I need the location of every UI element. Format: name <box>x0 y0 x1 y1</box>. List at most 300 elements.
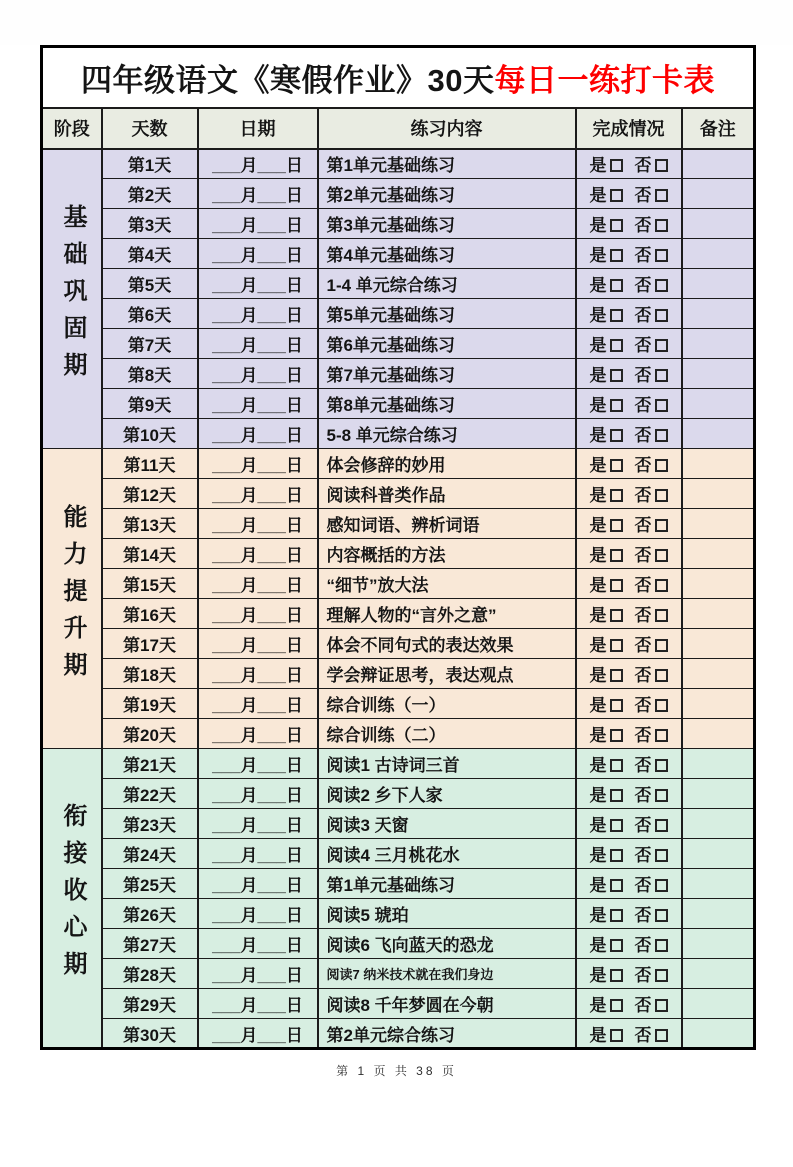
yes-checkbox[interactable] <box>610 219 623 232</box>
no-label: 否 <box>634 1025 652 1045</box>
no-checkbox[interactable] <box>655 519 668 532</box>
date-blank-line: ___ <box>212 996 241 1015</box>
date-month-label: 月 <box>240 636 258 655</box>
yes-option <box>590 751 623 776</box>
table-row <box>42 299 755 329</box>
yes-label: 是 <box>589 666 607 685</box>
title-red: 每日一练打卡表 <box>494 62 716 98</box>
yes-checkbox[interactable] <box>610 969 623 982</box>
note-cell <box>682 1019 755 1049</box>
no-option <box>635 421 668 446</box>
table-body <box>42 47 755 1049</box>
table-row <box>42 359 755 389</box>
date-day-label: 日 <box>285 696 303 715</box>
date-month-label: 月 <box>240 276 258 295</box>
date-cell <box>198 329 318 359</box>
yes-option <box>590 271 623 296</box>
no-label: 否 <box>634 936 652 955</box>
table-row <box>42 809 755 839</box>
no-label: 否 <box>634 366 652 385</box>
date-blank-line: ___ <box>257 636 286 655</box>
title-black: 四年级语文《寒假作业》30天 <box>81 62 495 98</box>
content-cell: 第7单元基础练习 <box>318 359 576 389</box>
table-row <box>42 539 755 569</box>
date-blank-line: ___ <box>212 936 241 955</box>
no-checkbox[interactable] <box>655 639 668 652</box>
no-label: 否 <box>634 186 652 205</box>
no-label: 否 <box>634 906 652 925</box>
note-cell <box>682 989 755 1019</box>
day-cell: 第1天 <box>102 149 198 179</box>
no-label: 否 <box>634 456 652 475</box>
date-blank-line: ___ <box>212 186 241 205</box>
day-cell: 第28天 <box>102 959 198 989</box>
yes-option <box>590 631 623 656</box>
no-label: 否 <box>634 816 652 835</box>
no-label: 否 <box>634 666 652 685</box>
yes-option <box>590 361 623 386</box>
table-row <box>42 599 755 629</box>
note-cell <box>682 329 755 359</box>
date-day-label: 日 <box>285 366 303 385</box>
date-cell <box>198 479 318 509</box>
content-cell: 内容概括的方法 <box>318 539 576 569</box>
completion-cell <box>576 479 682 509</box>
table-row <box>42 149 755 179</box>
no-checkbox[interactable] <box>655 939 668 952</box>
day-cell: 第30天 <box>102 1019 198 1049</box>
yes-checkbox[interactable] <box>610 429 623 442</box>
no-checkbox[interactable] <box>655 369 668 382</box>
yes-checkbox[interactable] <box>610 399 623 412</box>
no-option <box>635 151 668 176</box>
day-cell: 第24天 <box>102 839 198 869</box>
date-blank-line: ___ <box>257 876 286 895</box>
date-cell <box>198 269 318 299</box>
date-day-label: 日 <box>285 636 303 655</box>
table-row <box>42 389 755 419</box>
no-option <box>635 481 668 506</box>
content-cell: 感知词语、辨析词语 <box>318 509 576 539</box>
note-cell <box>682 749 755 779</box>
content-cell: 阅读科普类作品 <box>318 479 576 509</box>
date-blank-line: ___ <box>212 966 241 985</box>
content-cell: 阅读4 三月桃花水 <box>318 839 576 869</box>
date-day-label: 日 <box>285 276 303 295</box>
yes-option <box>590 991 623 1016</box>
no-checkbox[interactable] <box>655 999 668 1012</box>
no-label: 否 <box>634 546 652 565</box>
day-cell: 第20天 <box>102 719 198 749</box>
note-cell <box>682 779 755 809</box>
yes-label: 是 <box>589 816 607 835</box>
no-option <box>635 601 668 626</box>
completion-cell <box>576 569 682 599</box>
date-blank-line: ___ <box>212 546 241 565</box>
yes-checkbox[interactable] <box>610 519 623 532</box>
yes-label: 是 <box>589 1025 607 1045</box>
day-cell: 第23天 <box>102 809 198 839</box>
page-number: 第 1 页 共 38 页 <box>336 1064 457 1078</box>
yes-checkbox[interactable] <box>610 759 623 772</box>
date-cell <box>198 209 318 239</box>
date-blank-line: ___ <box>257 276 286 295</box>
no-checkbox[interactable] <box>655 339 668 352</box>
no-checkbox[interactable] <box>655 669 668 682</box>
date-blank-line: ___ <box>212 876 241 895</box>
checkin-table <box>40 45 756 1050</box>
date-cell <box>198 779 318 809</box>
yes-checkbox[interactable] <box>610 279 623 292</box>
yes-option <box>590 601 623 626</box>
no-label: 否 <box>634 966 652 985</box>
yes-checkbox[interactable] <box>610 1029 623 1042</box>
no-checkbox[interactable] <box>655 249 668 262</box>
no-checkbox[interactable] <box>655 729 668 742</box>
date-blank-line: ___ <box>257 996 286 1015</box>
date-blank-line: ___ <box>257 396 286 415</box>
no-checkbox[interactable] <box>655 579 668 592</box>
note-cell <box>682 929 755 959</box>
no-label: 否 <box>634 306 652 325</box>
date-cell <box>198 509 318 539</box>
date-day-label: 日 <box>285 216 303 235</box>
date-day-label: 日 <box>285 456 303 475</box>
completion-cell <box>576 359 682 389</box>
yes-checkbox[interactable] <box>610 669 623 682</box>
no-checkbox[interactable] <box>655 549 668 562</box>
date-blank-line: ___ <box>212 216 241 235</box>
note-cell <box>682 839 755 869</box>
content-cell: 第2单元综合练习 <box>318 1019 576 1049</box>
table-row <box>42 659 755 689</box>
yes-option <box>590 511 623 536</box>
no-checkbox[interactable] <box>655 1029 668 1042</box>
date-month-label: 月 <box>240 186 258 205</box>
date-blank-line: ___ <box>212 906 241 925</box>
date-blank-line: ___ <box>257 606 286 625</box>
date-cell <box>198 149 318 179</box>
no-checkbox[interactable] <box>655 279 668 292</box>
date-blank-line: ___ <box>212 1025 241 1045</box>
content-cell: 理解人物的“言外之意” <box>318 599 576 629</box>
no-checkbox[interactable] <box>655 399 668 412</box>
no-option <box>635 1021 668 1046</box>
note-cell <box>682 809 755 839</box>
date-cell <box>198 989 318 1019</box>
yes-checkbox[interactable] <box>610 549 623 562</box>
date-cell <box>198 719 318 749</box>
note-cell <box>682 629 755 659</box>
completion-cell <box>576 509 682 539</box>
yes-label: 是 <box>589 546 607 565</box>
completion-cell <box>576 329 682 359</box>
col-header-content: 练习内容 <box>318 108 576 149</box>
table-row <box>42 839 755 869</box>
yes-checkbox[interactable] <box>610 999 623 1012</box>
day-cell: 第29天 <box>102 989 198 1019</box>
yes-label: 是 <box>589 756 607 775</box>
date-month-label: 月 <box>240 156 258 176</box>
no-option <box>635 811 668 836</box>
date-month-label: 月 <box>240 756 258 775</box>
note-cell <box>682 389 755 419</box>
no-checkbox[interactable] <box>655 489 668 502</box>
date-blank-line: ___ <box>257 546 286 565</box>
stage-label: 基础巩固期 <box>58 203 86 389</box>
yes-option <box>590 841 623 866</box>
no-checkbox[interactable] <box>655 159 668 172</box>
title-row <box>42 47 755 108</box>
no-checkbox[interactable] <box>655 969 668 982</box>
yes-label: 是 <box>589 456 607 475</box>
date-cell <box>198 179 318 209</box>
yes-checkbox[interactable] <box>610 489 623 502</box>
yes-checkbox[interactable] <box>610 459 623 472</box>
no-checkbox[interactable] <box>655 219 668 232</box>
date-day-label: 日 <box>285 426 303 445</box>
date-day-label: 日 <box>285 906 303 925</box>
no-option <box>635 751 668 776</box>
no-label: 否 <box>634 996 652 1015</box>
date-blank-line: ___ <box>257 216 286 235</box>
date-month-label: 月 <box>240 216 258 235</box>
yes-checkbox[interactable] <box>610 909 623 922</box>
day-cell: 第11天 <box>102 449 198 479</box>
date-day-label: 日 <box>285 846 303 865</box>
date-day-label: 日 <box>285 786 303 805</box>
yes-checkbox[interactable] <box>610 639 623 652</box>
no-checkbox[interactable] <box>655 429 668 442</box>
yes-option <box>590 781 623 806</box>
no-checkbox[interactable] <box>655 879 668 892</box>
no-option <box>635 781 668 806</box>
no-label: 否 <box>634 876 652 895</box>
date-day-label: 日 <box>285 516 303 535</box>
yes-option <box>590 661 623 686</box>
day-cell: 第10天 <box>102 419 198 449</box>
yes-label: 是 <box>589 576 607 595</box>
content-cell: 第3单元基础练习 <box>318 209 576 239</box>
note-cell <box>682 569 755 599</box>
date-cell <box>198 929 318 959</box>
no-option <box>635 241 668 266</box>
content-cell: 综合训练（二） <box>318 719 576 749</box>
yes-label: 是 <box>589 486 607 505</box>
yes-checkbox[interactable] <box>610 819 623 832</box>
completion-cell <box>576 389 682 419</box>
yes-checkbox[interactable] <box>610 189 623 202</box>
yes-checkbox[interactable] <box>610 309 623 322</box>
yes-option <box>590 181 623 206</box>
date-blank-line: ___ <box>257 306 286 325</box>
no-option <box>635 451 668 476</box>
no-checkbox[interactable] <box>655 459 668 472</box>
yes-checkbox[interactable] <box>610 159 623 172</box>
date-blank-line: ___ <box>212 636 241 655</box>
date-day-label: 日 <box>285 726 303 745</box>
date-cell <box>198 599 318 629</box>
date-blank-line: ___ <box>212 666 241 685</box>
col-header-stage: 阶段 <box>42 108 102 149</box>
no-checkbox[interactable] <box>655 609 668 622</box>
content-cell: 5-8 单元综合练习 <box>318 419 576 449</box>
yes-option <box>590 571 623 596</box>
header-row <box>42 108 755 149</box>
date-blank-line: ___ <box>257 906 286 925</box>
day-cell: 第8天 <box>102 359 198 389</box>
no-option <box>635 991 668 1016</box>
date-cell <box>198 569 318 599</box>
yes-label: 是 <box>589 726 607 745</box>
yes-checkbox[interactable] <box>610 609 623 622</box>
content-cell: 阅读3 天窗 <box>318 809 576 839</box>
date-blank-line: ___ <box>212 276 241 295</box>
date-month-label: 月 <box>240 816 258 835</box>
date-month-label: 月 <box>240 606 258 625</box>
yes-label: 是 <box>589 516 607 535</box>
date-blank-line: ___ <box>257 516 286 535</box>
yes-label: 是 <box>589 696 607 715</box>
yes-option <box>590 811 623 836</box>
table-row <box>42 689 755 719</box>
note-cell <box>682 179 755 209</box>
completion-cell <box>576 239 682 269</box>
yes-label: 是 <box>589 426 607 445</box>
date-blank-line: ___ <box>257 336 286 355</box>
no-option <box>635 721 668 746</box>
yes-label: 是 <box>589 396 607 415</box>
yes-checkbox[interactable] <box>610 699 623 712</box>
date-blank-line: ___ <box>212 516 241 535</box>
no-label: 否 <box>634 696 652 715</box>
yes-checkbox[interactable] <box>610 729 623 742</box>
yes-checkbox[interactable] <box>610 879 623 892</box>
no-label: 否 <box>634 516 652 535</box>
completion-cell <box>576 689 682 719</box>
date-month-label: 月 <box>240 306 258 325</box>
content-cell: 阅读6 飞向蓝天的恐龙 <box>318 929 576 959</box>
date-day-label: 日 <box>285 876 303 895</box>
no-checkbox[interactable] <box>655 699 668 712</box>
date-blank-line: ___ <box>212 486 241 505</box>
no-option <box>635 391 668 416</box>
yes-label: 是 <box>589 846 607 865</box>
no-label: 否 <box>634 276 652 295</box>
date-blank-line: ___ <box>257 756 286 775</box>
no-checkbox[interactable] <box>655 789 668 802</box>
date-month-label: 月 <box>240 1025 258 1045</box>
content-cell: 阅读5 琥珀 <box>318 899 576 929</box>
date-blank-line: ___ <box>212 786 241 805</box>
yes-checkbox[interactable] <box>610 939 623 952</box>
no-option <box>635 331 668 356</box>
yes-checkbox[interactable] <box>610 579 623 592</box>
day-cell: 第9天 <box>102 389 198 419</box>
note-cell <box>682 299 755 329</box>
no-checkbox[interactable] <box>655 909 668 922</box>
date-day-label: 日 <box>285 336 303 355</box>
col-header-note: 备注 <box>682 108 755 149</box>
date-cell <box>198 539 318 569</box>
date-cell <box>198 629 318 659</box>
content-cell: 体会不同句式的表达效果 <box>318 629 576 659</box>
no-checkbox[interactable] <box>655 819 668 832</box>
no-checkbox[interactable] <box>655 849 668 862</box>
date-day-label: 日 <box>285 606 303 625</box>
no-option <box>635 571 668 596</box>
yes-checkbox[interactable] <box>610 339 623 352</box>
yes-checkbox[interactable] <box>610 789 623 802</box>
table-row <box>42 989 755 1019</box>
no-option <box>635 661 668 686</box>
no-option <box>635 931 668 956</box>
date-month-label: 月 <box>240 876 258 895</box>
note-cell <box>682 689 755 719</box>
date-blank-line: ___ <box>257 966 286 985</box>
no-checkbox[interactable] <box>655 759 668 772</box>
content-cell: “细节”放大法 <box>318 569 576 599</box>
date-month-label: 月 <box>240 906 258 925</box>
note-cell <box>682 899 755 929</box>
no-option <box>635 901 668 926</box>
completion-cell <box>576 1019 682 1049</box>
table-row <box>42 209 755 239</box>
completion-cell <box>576 149 682 179</box>
table-row <box>42 899 755 929</box>
no-label: 否 <box>634 756 652 775</box>
no-checkbox[interactable] <box>655 189 668 202</box>
date-month-label: 月 <box>240 456 258 475</box>
date-month-label: 月 <box>240 786 258 805</box>
date-month-label: 月 <box>240 516 258 535</box>
yes-label: 是 <box>589 606 607 625</box>
date-blank-line: ___ <box>212 576 241 595</box>
date-blank-line: ___ <box>212 336 241 355</box>
yes-checkbox[interactable] <box>610 369 623 382</box>
day-cell: 第12天 <box>102 479 198 509</box>
yes-checkbox[interactable] <box>610 249 623 262</box>
no-checkbox[interactable] <box>655 309 668 322</box>
yes-label: 是 <box>589 216 607 235</box>
date-blank-line: ___ <box>212 816 241 835</box>
date-blank-line: ___ <box>212 426 241 445</box>
yes-label: 是 <box>589 876 607 895</box>
yes-option <box>590 151 623 176</box>
table-row <box>42 869 755 899</box>
yes-option <box>590 421 623 446</box>
date-cell <box>198 1019 318 1049</box>
yes-checkbox[interactable] <box>610 849 623 862</box>
date-cell <box>198 239 318 269</box>
day-cell: 第4天 <box>102 239 198 269</box>
table-row <box>42 509 755 539</box>
stage-cell <box>42 149 102 449</box>
date-blank-line: ___ <box>212 726 241 745</box>
content-cell: 第6单元基础练习 <box>318 329 576 359</box>
content-cell: 第1单元基础练习 <box>318 149 576 179</box>
table-row <box>42 629 755 659</box>
date-blank-line: ___ <box>257 816 286 835</box>
yes-label: 是 <box>589 786 607 805</box>
date-cell <box>198 299 318 329</box>
no-option <box>635 301 668 326</box>
no-label: 否 <box>634 576 652 595</box>
date-blank-line: ___ <box>257 426 286 445</box>
yes-label: 是 <box>589 246 607 265</box>
yes-label: 是 <box>589 336 607 355</box>
note-cell <box>682 869 755 899</box>
